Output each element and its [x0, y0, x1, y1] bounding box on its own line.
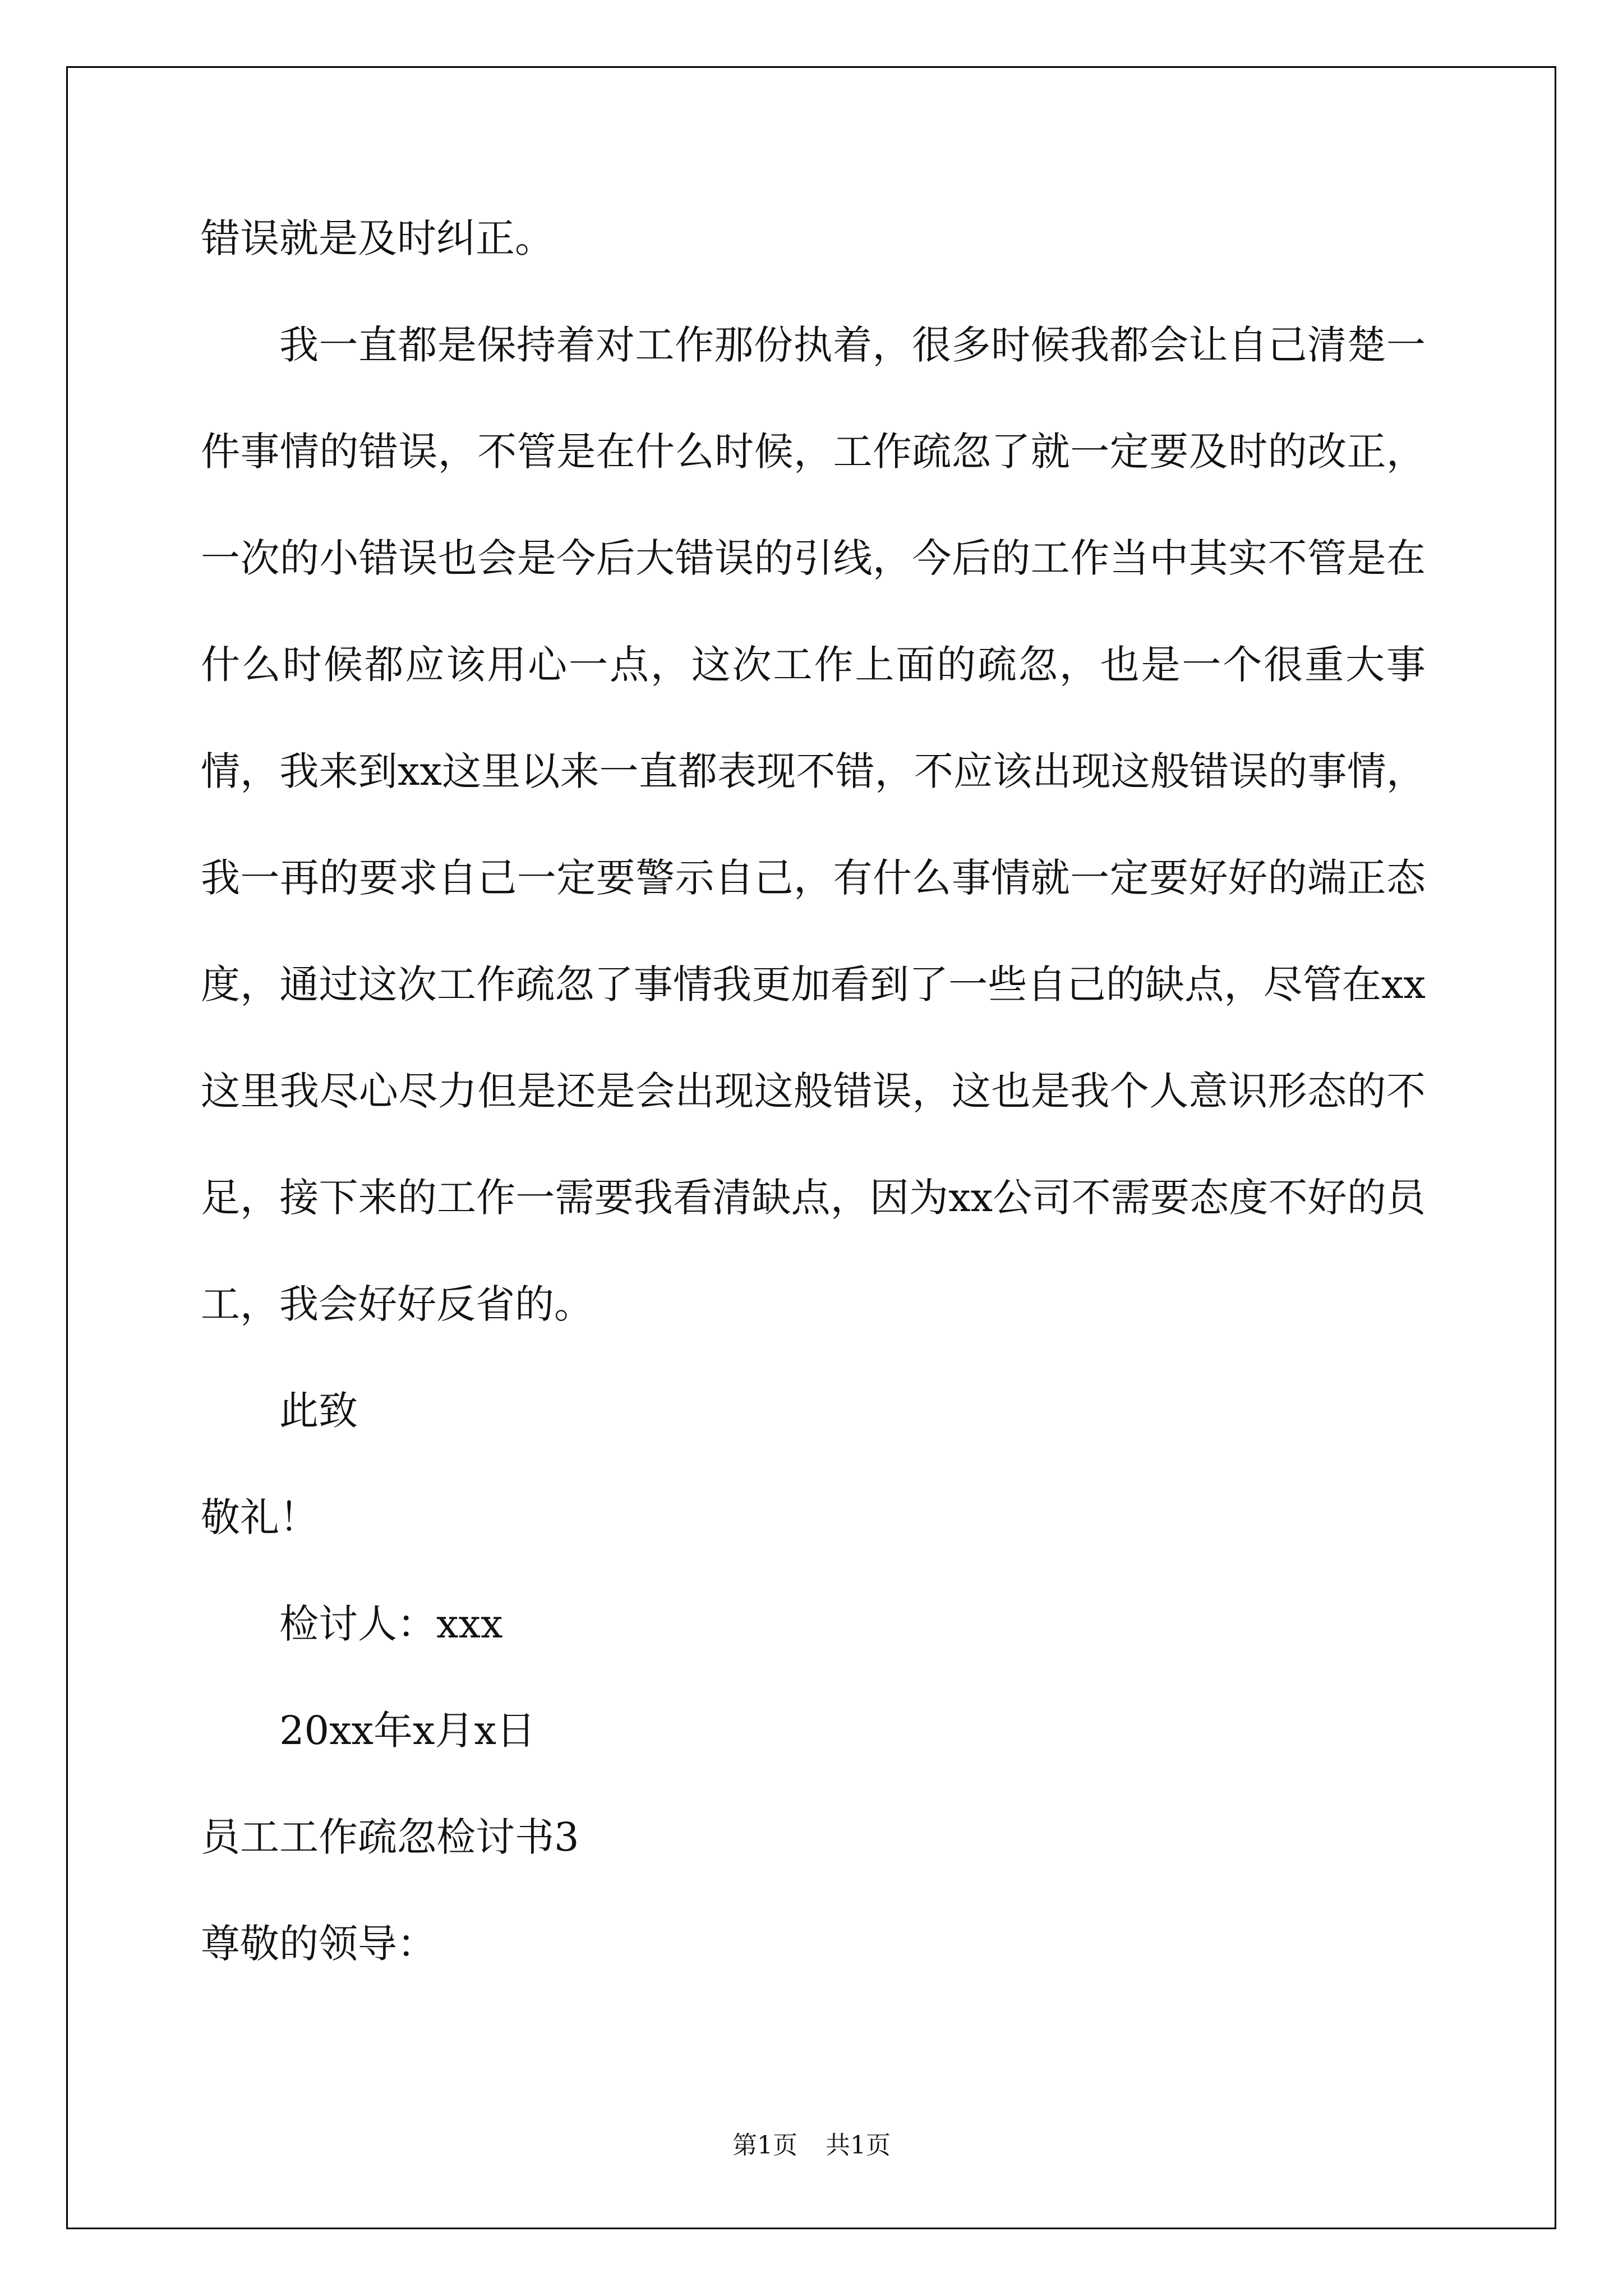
paragraph-opening-continuation: 错误就是及时纠正。: [201, 215, 554, 261]
page-footer: [0, 2129, 1623, 2162]
closing-regards: 敬礼！: [201, 1494, 319, 1540]
signature-author: 检讨人：xxx: [279, 1601, 503, 1647]
section-title: 员工工作疏忽检讨书3: [201, 1814, 579, 1860]
signature-date: 20xx年x月x日: [279, 1708, 536, 1754]
page-number-current: 第1页: [732, 2131, 797, 2160]
letter-greeting: 尊敬的领导：: [201, 1921, 436, 1967]
paragraph-main-body: 我一直都是保持着对工作那份执着，很多时候我都会让自己清楚一件事情的错误，不管是在什么时候，工作疏忽了就一定要及时的改正，一次的小错误也会是今后大错误的引线，今后的工作当中其实不管是在什么时候都应该用心一点，这次工作上面的疏忽，也是一个很重大事情，我来到xx这里以来一直都表现不错，不应该出现这般错误的事情，我一再的要求自己一定要警示自己，有什么事情就一定要好好的端正态度，通过这次工作疏忽了事情我更加看到了一些自己的缺点，尽管在xx这里我尽心尽力但是还是会出现这般错误，这也是我个人意识形态的不足，接下来的工作一需要我看清缺点，因为xx公司不需要态度不好的员工，我会好好反省的。: [201, 322, 1426, 1327]
document-body: [201, 185, 1426, 1997]
closing-salutation: 此致: [279, 1388, 358, 1434]
page-number-total: 共1页: [826, 2131, 891, 2160]
